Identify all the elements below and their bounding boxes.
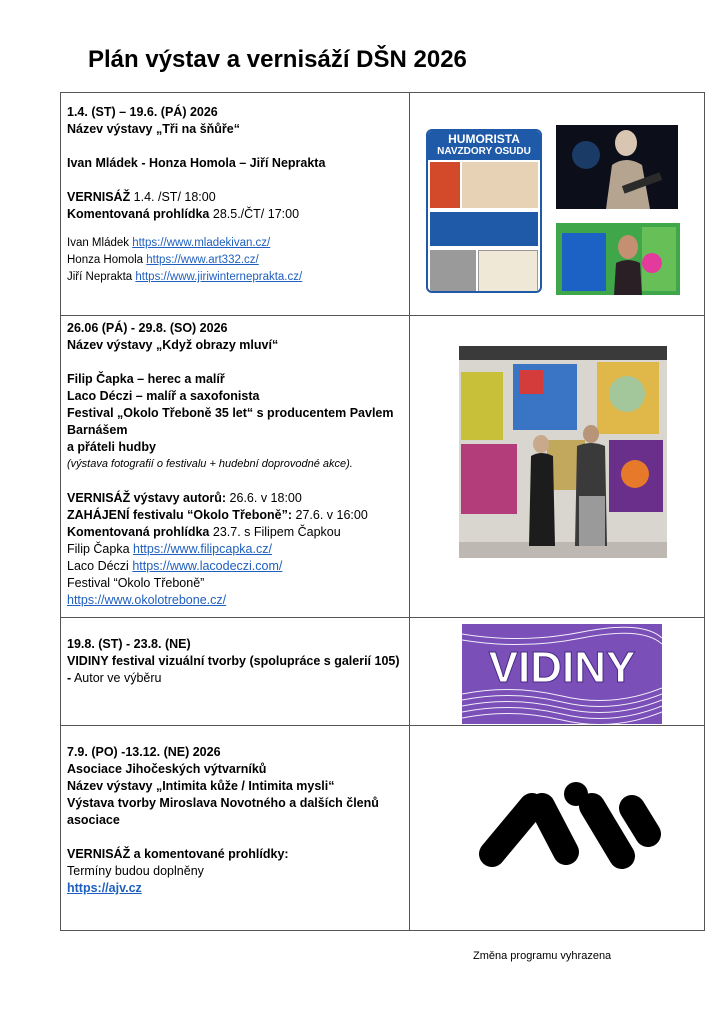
- exhibition-note: (výstava fotografií o festivalu + hudební doprovodné akce).: [67, 458, 353, 470]
- exhibition-row-3: [61, 618, 705, 726]
- artist-link-mladek[interactable]: https://www.mladekivan.cz/: [132, 237, 271, 249]
- opening-value: 27.6. v 16:00: [292, 508, 368, 522]
- vernisage-line: [67, 490, 403, 507]
- artist-link-line: [67, 235, 403, 252]
- festival-link[interactable]: https://www.okolotrebone.cz/: [67, 593, 227, 607]
- artist-name: Honza Homola: [67, 254, 147, 266]
- exhibition-name: Název výstavy „Když obrazy mluví“: [67, 338, 279, 352]
- ajv-logo: [472, 772, 662, 882]
- organizer: Asociace Jihočeských výtvarníků: [67, 762, 267, 776]
- exhibition-description-bold: VIDINY festival vizuální tvorby (spolupráce s galerií 105) -: [67, 654, 400, 685]
- vernisage-value: 26.6. v 18:00: [226, 491, 302, 505]
- exhibition-name: Název výstavy „Tři na šňůře“: [67, 122, 240, 136]
- artist-link-line: [67, 558, 403, 575]
- vernisage-value: 1.4. /ST/ 18:00: [130, 190, 216, 204]
- guided-tour-line: [67, 206, 403, 223]
- vidiny-logo: [462, 624, 662, 724]
- photo-gallery-artists: [459, 346, 667, 558]
- exhibition-info-3: [61, 618, 410, 726]
- artist-name: Laco Déczi: [67, 559, 133, 573]
- exhibition-date: 1.4. (ST) – 19.6. (PÁ) 2026: [67, 105, 218, 119]
- artist-name: Jiří Neprakta: [67, 271, 136, 283]
- exhibition-date: 19.8. (ST) - 23.8. (NE): [67, 637, 191, 651]
- photo-painter: [556, 223, 680, 295]
- exhibition-description: [67, 653, 403, 687]
- poster-subtitle: NAVZDORY OSUDU: [437, 146, 531, 157]
- artist-link-line: [67, 541, 403, 558]
- artist-link-line: [67, 252, 403, 269]
- exhibition-artists: Ivan Mládek - Honza Homola – Jiří Neprakta: [67, 156, 326, 170]
- exhibition-table: [60, 92, 705, 931]
- exhibition-description: Výstava tvorby Miroslava Novotného a dalších členů asociace: [67, 796, 379, 827]
- vernisage-value: Termíny budou doplněny: [67, 864, 204, 878]
- exhibition-images-3: [410, 618, 705, 726]
- footer-note: Změna programu vyhrazena: [473, 950, 612, 962]
- artist-line: Laco Déczi – malíř a saxofonista: [67, 389, 260, 403]
- exhibition-info-1: [61, 93, 410, 316]
- guided-tour-value: 28.5./ČT/ 17:00: [209, 207, 300, 221]
- opening-label: ZAHÁJENÍ festivalu “Okolo Třeboně”:: [67, 508, 293, 522]
- festival-line: a přáteli hudby: [67, 440, 156, 454]
- exhibition-images-4: [410, 726, 705, 931]
- vernisage-label: VERNISÁŽ a komentované prohlídky:: [67, 847, 289, 861]
- exhibition-info-2: [61, 316, 410, 618]
- artist-name: Ivan Mládek: [67, 237, 133, 249]
- vernisage-line: [67, 189, 403, 206]
- exhibition-description-plain: Autor ve výběru: [71, 671, 162, 685]
- poster-title: HUMORISTA: [448, 132, 520, 146]
- poster-image: [426, 129, 542, 293]
- festival-label: Festival “Okolo Třeboně”: [67, 576, 205, 590]
- exhibition-date: 7.9. (PO) -13.12. (NE) 2026: [67, 745, 221, 759]
- guided-tour-line: [67, 524, 403, 541]
- festival-line: Festival „Okolo Třeboně 35 let“ s producentem Pavlem Barnášem: [67, 406, 394, 437]
- ajv-link[interactable]: https://ajv.cz: [67, 881, 142, 895]
- artist-link-line: [67, 269, 403, 286]
- guided-tour-value: 23.7. s Filipem Čapkou: [209, 525, 341, 539]
- opening-line: [67, 507, 403, 524]
- vidiny-logo-text: VIDINY: [488, 643, 636, 692]
- exhibition-images-1: [410, 93, 705, 316]
- exhibition-row-2: [61, 316, 705, 618]
- page-title: Plán výstav a vernisáží DŠN 2026: [88, 46, 467, 73]
- exhibition-info-4: [61, 726, 410, 931]
- exhibition-row-4: [61, 726, 705, 931]
- artist-line: Filip Čapka – herec a malíř: [67, 372, 225, 386]
- exhibition-images-2: [410, 316, 705, 618]
- artist-link-deczi[interactable]: https://www.lacodeczi.com/: [132, 559, 283, 573]
- exhibition-row-1: [61, 93, 705, 316]
- guided-tour-label: Komentovaná prohlídka: [67, 525, 210, 539]
- photo-musician: [556, 125, 678, 209]
- exhibition-date: 26.06 (PÁ) - 29.8. (SO) 2026: [67, 321, 228, 335]
- vernisage-label: VERNISÁŽ výstavy autorů:: [67, 491, 227, 505]
- exhibition-name: Název výstavy „Intimita kůže / Intimita mysli“: [67, 779, 335, 793]
- artist-link-neprakta[interactable]: https://www.jiriwinterneprakta.cz/: [135, 271, 303, 283]
- artist-link-capka[interactable]: https://www.filipcapka.cz/: [133, 542, 272, 556]
- artist-link-homola[interactable]: https://www.art332.cz/: [146, 254, 259, 266]
- artist-name: Filip Čapka: [67, 542, 133, 556]
- vernisage-label: VERNISÁŽ: [67, 190, 131, 204]
- guided-tour-label: Komentovaná prohlídka: [67, 207, 210, 221]
